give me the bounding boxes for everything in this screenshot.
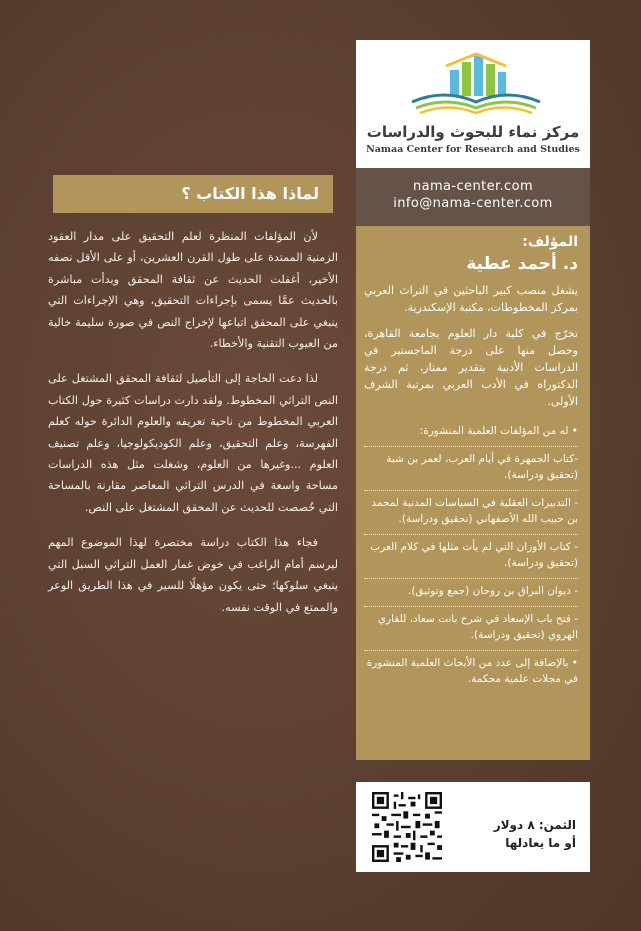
list-item: • بالإضافة إلى عدد من الأبحاث العلمية المنشورة في مجلات علمية محكمة.: [366, 657, 578, 685]
author-bio-position: يشغل منصب كبير الباحثين في التراث العربي بمركز المخطوطات، مكتبة الإسكندرية.: [364, 284, 578, 314]
why-paragraph-2: لذا دعت الحاجة إلى التأصيل لثقافة المحقق المشتغل على النص التراثي المخطوط. ولقد دارت دراسات كثيرة حول الكتاب العربي المخطوط من ناحية تعريفه والعلوم الدائرة حوله كعلم الفهرسة، وعلم التحقيق، وعلم الكوديكولوجيا، وعلم تصنيف العلوم ...وغيرها من العلوم، وشغلت مثل هذه الدراسات مساحة واسعة في الدرس التراثي المعاصر مقارنة بالمساحة التي خُصصت للحديث عن المحقق المشتغل على النص.: [48, 372, 338, 514]
qr-code-icon[interactable]: [372, 792, 442, 862]
author-panel: [356, 226, 590, 760]
price-equivalent: أو ما يعادلها: [505, 836, 576, 850]
author-bio-education: تخرّج في كلية دار العلوم بجامعة القاهرة، وحصل منها على درجة الماجستير في الدراسات الأدبية بتقدير ممتاز، ثم درجة الدكتوراه في الأدب العربي بمرتبة الشرف الأولى.: [364, 327, 578, 408]
price-text: [494, 816, 576, 852]
author-name: د. أحمد عطية: [466, 254, 578, 274]
publisher-name-english: Namaa Center for Research and Studies: [366, 144, 580, 155]
open-book-logo-icon: [406, 52, 546, 114]
email-link[interactable]: info@nama-center.com: [393, 196, 553, 211]
publisher-name-arabic: مركز نماء للبحوث والدراسات: [366, 123, 580, 141]
contact-strip: [356, 168, 590, 226]
author-label: المؤلف:: [522, 234, 578, 250]
publisher-logo-panel: [356, 40, 590, 168]
price-panel: [356, 782, 590, 872]
list-item: -كتاب الجمهرة في أيام العرب، لعمر بن شبة (تحقيق ودراسة).: [364, 447, 578, 491]
author-works-list: [364, 419, 578, 694]
list-item: - كتاب الأوزان التي لم يأت مثلها في كلام العرب (تحقيق ودراسة).: [364, 535, 578, 579]
list-item: - ديوان البراق بن روحان (جمع وتوثيق).: [364, 579, 578, 607]
why-paragraph-3: فجاء هذا الكتاب دراسة مختصرة لهذا الموضوع المهم ليرسم أمام الراغب في خوض غمار العمل التراثي السبل التي ينبغي سلوكها؛ حتى يكون مؤهلًا للسير في هذا الطريق الوعر والممتع في الوقت نفسه.: [48, 536, 338, 614]
why-section-body: [48, 226, 338, 632]
price-amount: الثمن: ٨ دولار: [493, 818, 576, 832]
why-paragraph-1: لأن المؤلفات المنظرة لعلم التحقيق على مدار العقود الزمنية الممتدة على طول القرن العشرين، أو على الأقل نصفه الأخير، أغفلت الحديث عن ثقافة المحقق وبدأت مباشرة بالحديث عمَّا يسمى بإجراءات التحقيق، وهي الإجراءات التي ينبغي على المحقق اتباعها لإخراج النص في صورة سليمة خالية من العيوب التقنية والأخطاء.: [48, 230, 338, 351]
works-heading: • له من المؤلفات العلمية المنشورة:: [364, 419, 578, 447]
website-link[interactable]: nama-center.com: [412, 179, 534, 194]
list-item: - التدبيرات العقلية في السياسات المدنية لمحمد بن حبيب الله الأصفهاني (تحقيق ودراسة).: [364, 491, 578, 535]
why-section-title: لماذا هذا الكتاب ؟: [53, 175, 333, 213]
list-item: - فتح باب الإسعاد في شرح بانت سعاد، للقاري الهروي (تحقيق ودراسة).: [364, 607, 578, 651]
